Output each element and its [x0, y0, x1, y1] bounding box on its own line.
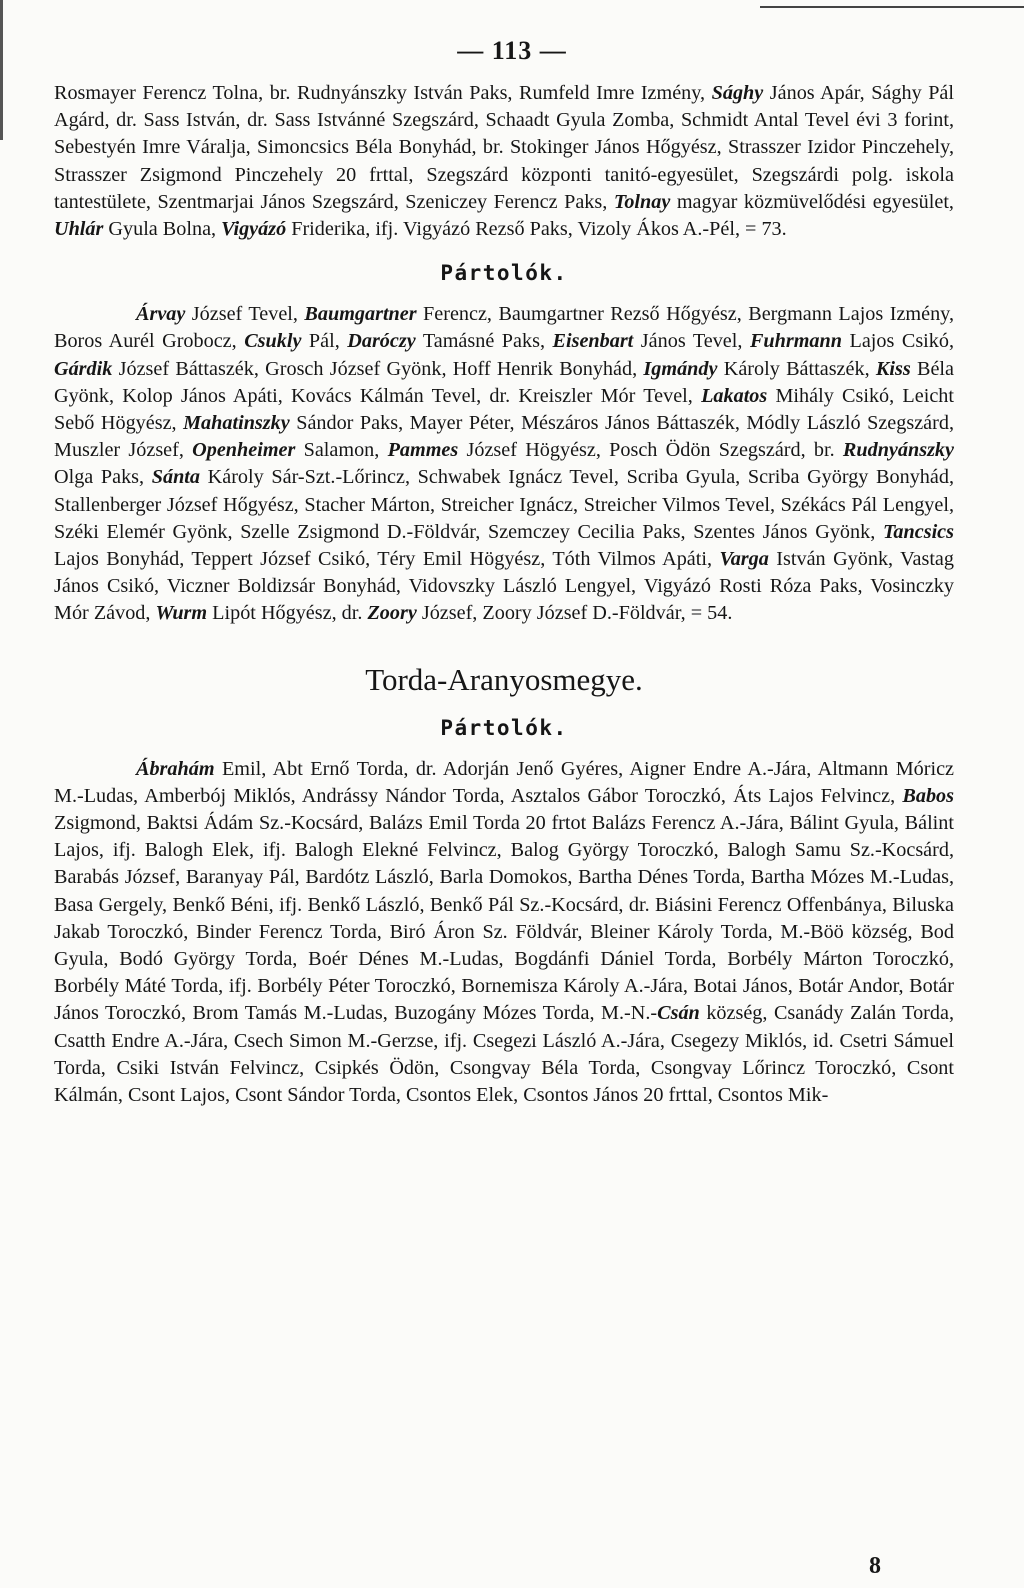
emphasized-name: Zoory [367, 602, 417, 625]
section-heading-supporters-2: Pártolók. [440, 715, 568, 740]
emphasized-name: Tancsics [882, 520, 954, 543]
emphasized-name: Sánta [151, 466, 201, 489]
text-run: József Tevel, [185, 303, 305, 326]
emphasized-name: Lakatos [701, 384, 768, 407]
text-run: Károly Báttaszék, [717, 357, 876, 380]
emphasized-name: Ábrahám [136, 757, 215, 780]
emphasized-name: Vigyázó [221, 218, 287, 241]
emphasized-name: Sághy [711, 82, 764, 104]
page-body [54, 80, 954, 1109]
county-title: Torda-Aranyosmegye. [365, 661, 643, 697]
text-run: István Gyönk, Vastag János Csikó, Viczner Boldizsár Bonyhád, Vidovszky László Lengyel, Vigyázó Rosti Róza Paks, Vosinczky Mór Závod, [54, 548, 954, 625]
text-run: János Tevel, [633, 330, 750, 353]
emphasized-name: Wurm [155, 602, 208, 625]
emphasized-name: Uhlár [54, 218, 104, 241]
supporters-paragraph-torda [54, 756, 954, 1110]
text-run: Emil, Abt Ernő Torda, dr. Adorján Jenő Gyéres, Aigner Endre A.-Jára, Altmann Móricz M.-Ludas, Amberbój Miklós, Andrássy Nándor Torda, Asztalos Gábor Toroczkó, Áts Lajos Felvincz, [54, 757, 954, 807]
emphasized-name: Eisenbart [552, 330, 634, 353]
text-run: Lajos Csikó, [841, 330, 955, 353]
text-run: Friderika, ifj. Vigyázó Rezső Paks, Vizoly Ákos A.-Pél, = 73. [286, 218, 787, 241]
emphasized-name: Pammes [387, 439, 459, 462]
text-run: magyar közmüvelődési egyesület, [670, 190, 954, 213]
donor-paragraph-1 [54, 80, 954, 243]
text-run: község, Csanády Zalán Torda, Csatth Endre A.-Jára, Csech Simon M.-Gerzse, ifj. Csegezi László A.-Jára, Csegezy Miklós, id. Csetri Sámuel Torda, Csiki István Felvincz, Csipkés Ödön, Csongvay Béla Torda, Csongvay Lőrincz Toroczkó, Csont Kálmán, Csont Lajos, Csont Sándor Torda, Csontos Elek, Csontos János 20 frttal, Csontos Mik- [54, 1002, 954, 1107]
emphasized-name: Tolnay [613, 190, 671, 213]
emphasized-name: Varga [719, 548, 769, 571]
signature-mark: 8 [869, 1553, 881, 1579]
emphasized-name: Kiss [875, 357, 911, 380]
emphasized-name: Csán [657, 1002, 700, 1025]
text-run: József Báttaszék, Grosch József Gyönk, Hoff Henrik Bonyhád, [112, 357, 644, 380]
text-run: Pál, [301, 330, 348, 353]
emphasized-name: Daróczy [347, 330, 416, 353]
emphasized-name: Csukly [244, 330, 302, 353]
emphasized-name: Árvay [136, 303, 186, 326]
text-run: Salamon, [295, 439, 388, 462]
text-run: Károly Sár-Szt.-Lőrincz, Schwabek Ignácz Tevel, Scriba Gyula, Scriba György Bonyhád, Stallenberger József Hőgyész, Stacher Márton, Streicher Ignácz, Streicher Vilmos Tevel, Székács Pál Lengyel, Széki Elemér Gyönk, Szelle Zsigmond D.-Földvár, Szemczey Cecilia Paks, Szentes János Gyönk, [54, 466, 954, 543]
text-run: Rosmayer Ferencz Tolna, br. Rudnyánszky István Paks, Rumfeld Imre Izmény, [54, 82, 712, 104]
supporters-paragraph-tolna [54, 301, 954, 627]
emphasized-name: Gárdik [54, 357, 113, 380]
text-run: János Apár, Sághy Pál Agárd, dr. Sass István, dr. Sass Istvánné Szegszárd, Schaadt Gyula Zomba, Schmidt Antal Tevel évi 3 forint, Sebestyén Imre Váralja, Simoncsics Béla Bonyhád, br. Stokinger János Hőgyész, Strasszer Izidor Pinczehely, Strasszer Zsigmond Pinczehely 20 frttal, Szegszárd központi tanitó-egyesület, Szegszárdi polg. iskola tantestülete, Szentmarjai János Szegszárd, Szeniczey Ferencz Paks, [54, 82, 954, 213]
text-run: Tamásné Paks, [415, 330, 553, 353]
text-run: Gyula Bolna, [103, 218, 222, 241]
emphasized-name: Baumgartner [304, 303, 417, 326]
text-run: József Högyész, Posch Ödön Szegszárd, br. [458, 439, 843, 462]
emphasized-name: Babos [902, 784, 954, 807]
text-run: Lajos Bonyhád, Teppert József Csikó, Téry Emil Högyész, Tóth Vilmos Apáti, [54, 548, 720, 571]
emphasized-name: Igmándy [643, 357, 718, 380]
text-run: Mihály Csikó, Leicht Sebő Högyész, [54, 384, 954, 435]
text-run: Sándor Paks, Mayer Péter, Mészáros János Báttaszék, Módly László Szegszárd, Muszler József, [54, 412, 954, 462]
binding-edge [0, 0, 3, 140]
section-heading-supporters-1: Pártolók. [440, 261, 568, 286]
emphasized-name: Openheimer [192, 439, 296, 462]
emphasized-name: Rudnyánszky [842, 439, 954, 462]
text-run: Lipót Hőgyész, dr. [207, 602, 368, 625]
text-run: Ferencz, Baumgartner Rezső Hőgyész, Bergmann Lajos Izmény, Boros Aurél Grobocz, [54, 303, 954, 353]
text-run: József, Zoory József D.-Földvár, = 54. [416, 602, 733, 625]
text-run: Zsigmond, Baktsi Ádám Sz.-Kocsárd, Balázs Emil Torda 20 frtot Balázs Ferencz A.-Jára, Bálint Gyula, Bálint Lajos, ifj. Balogh Elek, ifj. Balogh Elekné Felvincz, Balog György Toroczkó, Balogh Samu Sz.-Kocsárd, Barabás József, Baranyay Pál, Bardótz László, Barla Domokos, Bartha Dénes Torda, Bartha Mózes M.-Ludas, Basa Gergely, Benkő Béni, ifj. Benkő László, Benkő Pál Sz.-Kocsárd, dr. Biásini Ferencz Offenbánya, Biluska Jakab Toroczkó, Binder Ferencz Torda, Biró Áron Sz. Földvár, Bleiner Károly Torda, M.-Böö község, Bod Gyula, Bodó György Torda, Boér Dénes M.-Ludas, Bogdánfi Dániel Torda, Borbély Márton Toroczkó, Borbély Máté Torda, ifj. Borbély Péter Toroczkó, Bornemisza Károly A.-Jára, Botai János, Botár Andor, Botár János Toroczkó, Brom Tamás M.-Ludas, Buzogány Mózes Torda, M.-N.- [54, 812, 954, 1025]
text-run: Béla Gyönk, Kolop János Apáti, Kovács Kálmán Tevel, dr. Kreiszler Mór Tevel, [54, 357, 954, 407]
top-rule [760, 6, 1024, 8]
text-run: Olga Paks, [54, 466, 152, 489]
emphasized-name: Mahatinszky [183, 412, 290, 435]
emphasized-name: Fuhrmann [749, 330, 842, 353]
page-number: — 113 — [457, 36, 567, 65]
